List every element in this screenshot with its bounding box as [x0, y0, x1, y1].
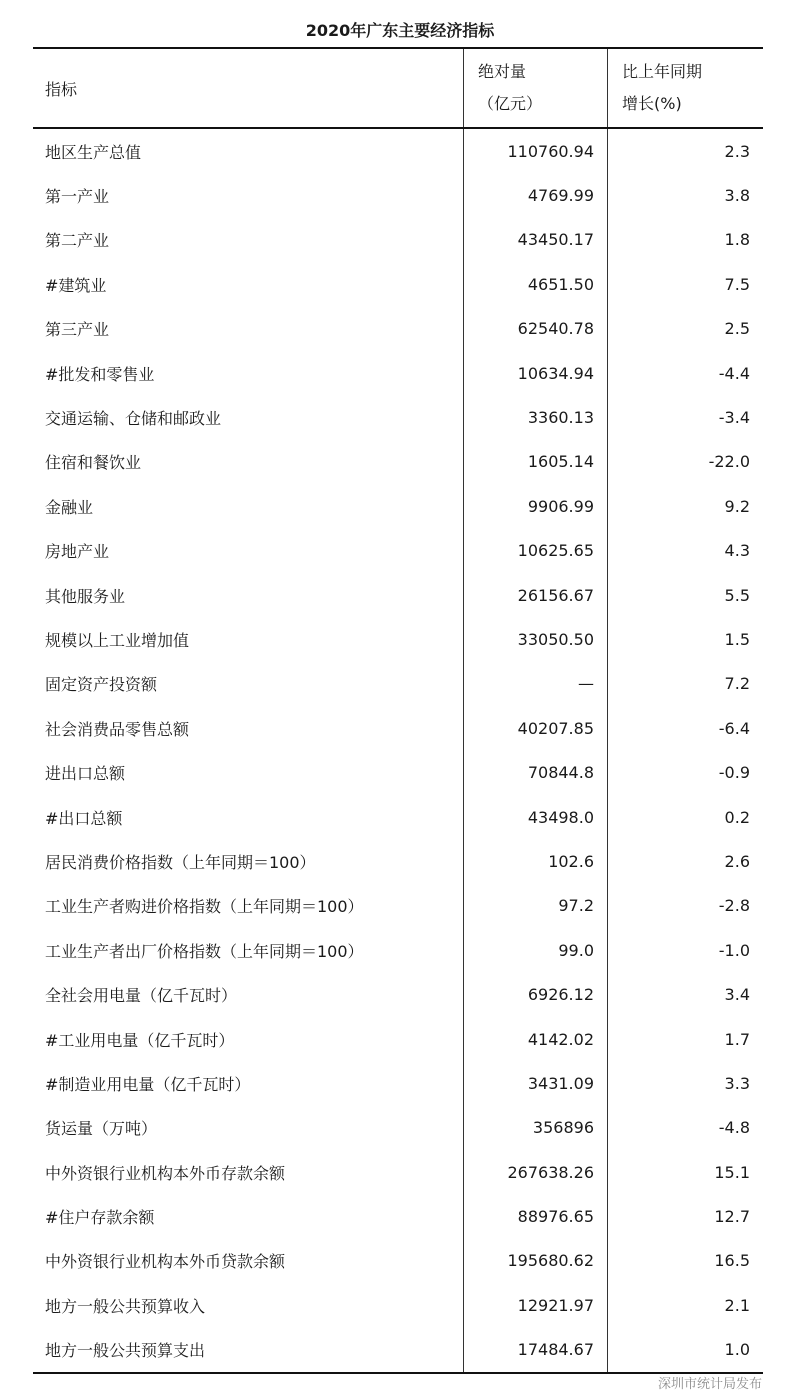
- indicator-label: 工业生产者购进价格指数（上年同期＝100）: [33, 884, 464, 928]
- table-row: [33, 395, 763, 439]
- absolute-value: 33050.50: [464, 617, 608, 661]
- growth-rate: 2.6: [724, 851, 750, 871]
- table-row: [33, 351, 763, 395]
- growth-rate: 15.1: [714, 1162, 750, 1182]
- indicator-label: 全社会用电量（亿千瓦时）: [33, 972, 464, 1016]
- indicator-label: 地方一般公共预算收入: [33, 1283, 464, 1327]
- indicator-label: #建筑业: [33, 262, 464, 306]
- indicator-label: 进出口总额: [33, 750, 464, 794]
- absolute-value: 70844.8: [464, 750, 608, 794]
- absolute-value: 43450.17: [464, 218, 608, 262]
- header-growth: [608, 49, 763, 127]
- indicator-label: #批发和零售业: [33, 351, 464, 395]
- indicator-label: 固定资产投资额: [33, 662, 464, 706]
- indicator-label: 第三产业: [33, 307, 464, 351]
- growth-rate: 7.2: [724, 674, 750, 694]
- indicator-label: 其他服务业: [33, 573, 464, 617]
- absolute-value: 1605.14: [464, 440, 608, 484]
- indicator-label: 社会消费品零售总额: [33, 706, 464, 750]
- absolute-value: 110760.94: [464, 129, 608, 173]
- absolute-value: 10634.94: [464, 351, 608, 395]
- absolute-value: 4769.99: [464, 173, 608, 217]
- indicator-label: #制造业用电量（亿千瓦时）: [33, 1061, 464, 1105]
- table-row: [33, 484, 763, 528]
- table-row: [33, 573, 763, 617]
- table-row: [33, 262, 763, 306]
- growth-rate: 4.3: [724, 541, 750, 561]
- growth-rate: 1.7: [724, 1029, 750, 1049]
- header-absolute-value-unit: （亿元）: [478, 94, 543, 113]
- table-row: [33, 795, 763, 839]
- growth-rate: 3.8: [724, 186, 750, 206]
- absolute-value: 17484.67: [464, 1328, 608, 1372]
- absolute-value: 356896: [464, 1106, 608, 1150]
- table-row: [33, 129, 763, 173]
- table-row: [33, 440, 763, 484]
- absolute-value: 4142.02: [464, 1017, 608, 1061]
- growth-rate: -1.0: [718, 940, 750, 960]
- growth-rate: 7.5: [724, 274, 750, 294]
- absolute-value: —: [464, 662, 608, 706]
- table-row: [33, 1194, 763, 1238]
- growth-rate: -2.8: [718, 896, 750, 916]
- growth-rate: 2.5: [724, 319, 750, 339]
- table-header: [33, 49, 763, 129]
- indicator-label: 工业生产者出厂价格指数（上年同期＝100）: [33, 928, 464, 972]
- growth-rate: 3.4: [724, 985, 750, 1005]
- table-row: [33, 1283, 763, 1327]
- table-row: [33, 839, 763, 883]
- absolute-value: 195680.62: [464, 1239, 608, 1283]
- header-indicator: 指标: [33, 49, 464, 127]
- indicator-label: 规模以上工业增加值: [33, 617, 464, 661]
- growth-rate: 5.5: [724, 585, 750, 605]
- growth-rate: -3.4: [718, 408, 750, 428]
- absolute-value: 88976.65: [464, 1194, 608, 1238]
- growth-rate: -6.4: [718, 718, 750, 738]
- table-row: [33, 706, 763, 750]
- table-row: [33, 307, 763, 351]
- table-row: [33, 928, 763, 972]
- absolute-value: 99.0: [464, 928, 608, 972]
- indicator-label: #住户存款余额: [33, 1194, 464, 1238]
- indicator-label: 第二产业: [33, 218, 464, 262]
- table-row: [33, 1150, 763, 1194]
- indicator-label: 货运量（万吨）: [33, 1106, 464, 1150]
- table-row: [33, 1328, 763, 1372]
- absolute-value: 3360.13: [464, 395, 608, 439]
- indicator-label: 地区生产总值: [33, 129, 464, 173]
- growth-rate: 3.3: [724, 1073, 750, 1093]
- header-absolute-value: [464, 49, 608, 127]
- indicator-label: 房地产业: [33, 529, 464, 573]
- table-row: [33, 1106, 763, 1150]
- indicator-label: 金融业: [33, 484, 464, 528]
- table-row: [33, 1017, 763, 1061]
- indicator-label: 中外资银行业机构本外币存款余额: [33, 1150, 464, 1194]
- table-row: [33, 884, 763, 928]
- absolute-value: 40207.85: [464, 706, 608, 750]
- table-row: [33, 1061, 763, 1105]
- indicator-label: 第一产业: [33, 173, 464, 217]
- absolute-value: 267638.26: [464, 1150, 608, 1194]
- growth-rate: 16.5: [714, 1251, 750, 1271]
- indicator-label: 居民消费价格指数（上年同期＝100）: [33, 839, 464, 883]
- growth-rate: -4.4: [718, 363, 750, 383]
- table-row: [33, 617, 763, 661]
- page-title: 2020年广东主要经济指标: [305, 21, 495, 40]
- watermark: 深圳市统计局发布: [654, 1376, 766, 1394]
- indicator-table: [33, 47, 763, 1374]
- indicator-label: 交通运输、仓储和邮政业: [33, 395, 464, 439]
- absolute-value: 62540.78: [464, 307, 608, 351]
- table-row: [33, 972, 763, 1016]
- table-row: [33, 1239, 763, 1283]
- indicator-label: #工业用电量（亿千瓦时）: [33, 1017, 464, 1061]
- absolute-value: 12921.97: [464, 1283, 608, 1327]
- growth-rate: 2.3: [724, 141, 750, 161]
- growth-rate: 12.7: [714, 1207, 750, 1227]
- header-growth-unit: 增长(%): [622, 94, 682, 113]
- growth-rate: -22.0: [708, 452, 750, 472]
- absolute-value: 10625.65: [464, 529, 608, 573]
- indicator-label: 中外资银行业机构本外币贷款余额: [33, 1239, 464, 1283]
- absolute-value: 9906.99: [464, 484, 608, 528]
- table-row: [33, 750, 763, 794]
- absolute-value: 3431.09: [464, 1061, 608, 1105]
- growth-rate: 0.2: [724, 807, 750, 827]
- growth-rate: 1.8: [724, 230, 750, 250]
- absolute-value: 43498.0: [464, 795, 608, 839]
- absolute-value: 97.2: [464, 884, 608, 928]
- absolute-value: 6926.12: [464, 972, 608, 1016]
- growth-rate: -4.8: [718, 1118, 750, 1138]
- absolute-value: 26156.67: [464, 573, 608, 617]
- header-absolute-value-label: 绝对量: [478, 62, 527, 81]
- growth-rate: 1.0: [724, 1340, 750, 1360]
- growth-rate: 9.2: [724, 496, 750, 516]
- header-growth-label: 比上年同期: [622, 62, 703, 81]
- indicator-label: 地方一般公共预算支出: [33, 1328, 464, 1372]
- table-row: [33, 529, 763, 573]
- indicator-label: #出口总额: [33, 795, 464, 839]
- table-row: [33, 173, 763, 217]
- indicator-label: 住宿和餐饮业: [33, 440, 464, 484]
- table-row: [33, 662, 763, 706]
- table-row: [33, 218, 763, 262]
- growth-rate: 1.5: [724, 629, 750, 649]
- growth-rate: -0.9: [718, 763, 750, 783]
- absolute-value: 102.6: [464, 839, 608, 883]
- growth-rate: 2.1: [724, 1295, 750, 1315]
- absolute-value: 4651.50: [464, 262, 608, 306]
- table-body: [33, 129, 763, 1372]
